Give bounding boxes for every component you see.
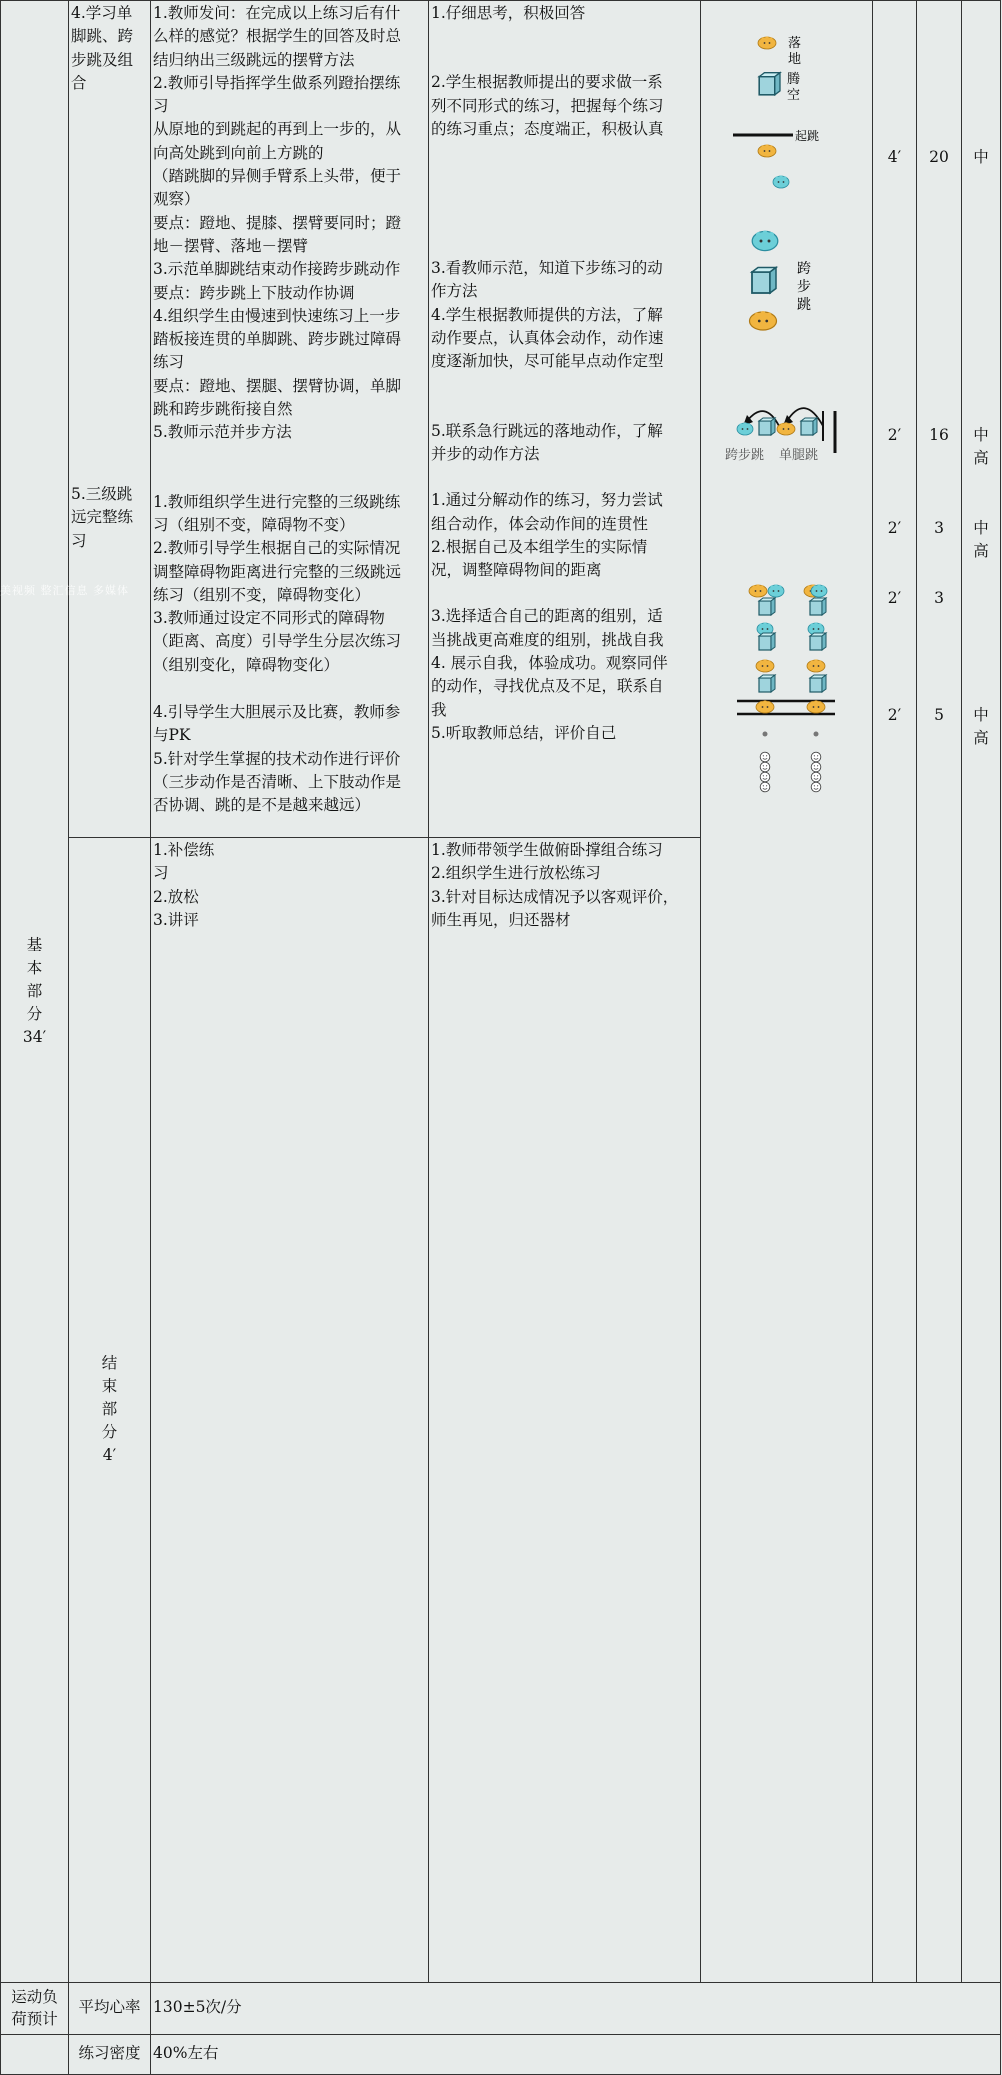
section-label-line: 部 <box>101 1400 118 1419</box>
density-value: 40%左右 <box>151 2034 1001 2074</box>
student-line: 1.通过分解动作的练习，努力尝试 <box>431 491 663 510</box>
content-line: 步跳及组 <box>71 50 134 69</box>
teacher-line: 结归纳出三级跳远的摆臂方法 <box>153 50 355 69</box>
section-label-line: 部 <box>26 981 43 1000</box>
time-u5-1: 2′ <box>887 519 902 537</box>
teacher-line: 么样的感觉？根据学生的回答及时总 <box>153 27 402 46</box>
unit4-student-cell <box>429 1 701 838</box>
section-label-line: 束 <box>101 1377 118 1396</box>
content-line: 习 <box>71 531 87 550</box>
density-label: 练习密度 <box>69 2034 151 2074</box>
intensity-u5-3a: 中 <box>973 706 989 724</box>
end-teacher-cell <box>429 838 701 1983</box>
teacher-line: 要点：蹬地、摆腿、摆臂协调，单脚 <box>153 376 402 395</box>
approach-foot-icon <box>773 175 789 188</box>
load-label: 运动负 荷预计 <box>1 1982 69 2034</box>
section-label-line: 4′ <box>102 1446 117 1465</box>
teacher-line: 向高处跳到向前上方跳的 <box>153 143 324 162</box>
teacher-line: 1.教师带领学生做俯卧撑组合练习 <box>431 841 663 859</box>
combo-foot-1-icon <box>737 422 753 435</box>
teacher-line: 4.组织学生由慢速到快速练习上一步 <box>153 306 401 325</box>
content-line: 习 <box>153 864 169 883</box>
combo-box-1-icon <box>759 418 775 435</box>
intensity-u4-1: 中 <box>973 148 989 166</box>
airborne-label-2: 空 <box>787 88 801 103</box>
section-label-line: 34′ <box>22 1027 47 1046</box>
student-line: 1.仔细思考，积极回答 <box>431 4 586 22</box>
teacher-line: 2.教师引导指挥学生做系列蹬抬摆练 <box>153 73 401 92</box>
count-u5-3: 5 <box>934 706 944 724</box>
jump-formation-diagram <box>701 1 873 836</box>
heart-rate-label: 平均心率 <box>69 1982 151 2034</box>
teacher-line: 5.针对学生掌握的技术动作进行评价 <box>153 749 401 768</box>
density-empty-cell <box>1 2034 69 2074</box>
content-line: 远完整练 <box>71 508 134 527</box>
density-row <box>1 2034 1001 2074</box>
basic-part-row <box>1 1 1001 838</box>
single-leg-label: 单腿跳 <box>779 448 819 463</box>
teacher-line: 1.教师发问：在完成以上练习后有什 <box>153 4 401 22</box>
time-u4-1: 4′ <box>887 148 902 166</box>
intensity-u5-3b: 高 <box>973 729 989 747</box>
teacher-line: （三步动作是否清晰、上下肢动作是 <box>153 772 402 791</box>
stride-obstacle-icon <box>752 268 776 294</box>
student-line: 列不同形式的练习，把握每个练习 <box>431 96 664 115</box>
time-u5-2: 2′ <box>887 589 902 607</box>
teacher-line: 否协调、跳的是不是越来越远） <box>153 796 371 815</box>
teacher-line: 2.教师引导学生根据自己的实际情况 <box>153 539 401 558</box>
content-line: 3.讲评 <box>153 910 199 929</box>
count-u4-2: 16 <box>929 426 949 444</box>
section-label-line: 本 <box>26 958 43 977</box>
section-label-line: 基 <box>26 935 43 954</box>
teacher-line: 要点：蹬地、提膝、摆臂要同时；蹬 <box>153 213 402 232</box>
teacher-line: 观察） <box>153 190 200 209</box>
student-line: 度逐渐加快，尽可能早点动作定型 <box>431 352 664 371</box>
intensity-cell <box>962 1 1001 1983</box>
landing-label-2: 地 <box>788 52 802 67</box>
teacher-line: 要点：跨步跳上下肢动作协调 <box>153 283 355 302</box>
stride-jump-label: 跨步跳 <box>725 448 765 463</box>
heart-rate-value: 130±5次/分 <box>151 1982 1001 2034</box>
load-row <box>1 1982 1001 2034</box>
organization-diagram-cell <box>701 1 873 1983</box>
teacher-line: 练习 <box>153 353 185 372</box>
stride-label-1: 跨 <box>797 261 811 277</box>
count-cell <box>917 1 962 1983</box>
teacher-line: 与PK <box>153 726 191 745</box>
combo-box-2-icon <box>801 418 817 435</box>
takeoff-label: 起跳 <box>795 129 820 143</box>
section-label-line: 分 <box>26 1004 43 1023</box>
intensity-u4-2a: 中 <box>973 426 989 444</box>
end-part-label <box>69 838 151 1983</box>
teacher-line: 从原地的到跳起的再到上一步的，从 <box>153 120 402 139</box>
student-line: 我 <box>431 700 447 719</box>
student-line: 动作要点，认真体会动作，动作速 <box>431 329 664 348</box>
teacher-line: 3.针对目标达成情况予以客观评价， <box>431 887 679 906</box>
content-line: 2.放松 <box>153 887 199 906</box>
combo-foot-2-icon <box>777 422 795 435</box>
teacher-line: 3.教师通过设定不同形式的障碍物 <box>153 609 385 628</box>
count-u4-1: 20 <box>929 148 949 166</box>
content-line: 1.补偿练 <box>153 841 215 859</box>
count-u5-1: 3 <box>934 519 944 537</box>
content-line: 脚跳、跨 <box>71 27 134 46</box>
student-line: 并步的动作方法 <box>431 444 540 463</box>
intensity-u5-1b: 高 <box>973 542 989 560</box>
landing-foot-icon <box>758 36 776 49</box>
teacher-line: 2.组织学生进行放松练习 <box>431 864 601 883</box>
teacher-line: 习（组别不变，障碍物不变） <box>153 515 355 534</box>
student-line: 2.根据自己及本组学生的实际情 <box>431 537 648 556</box>
stride-foot-icon <box>752 230 778 250</box>
time-u5-3: 2′ <box>887 706 902 724</box>
unit4-content-cell <box>69 1 151 838</box>
teacher-line: （踏跳脚的异侧手臂系上头带，便于 <box>153 167 402 186</box>
student-line: 当挑战更高难度的组别，挑战自我 <box>431 630 664 649</box>
stride-label-3: 跳 <box>797 297 811 313</box>
teacher-line: 师生再见，归还器材 <box>431 910 571 929</box>
section-label-line: 结 <box>101 1354 118 1373</box>
teacher-line: 1.教师组织学生进行完整的三级跳练 <box>153 492 401 511</box>
teacher-line: 习 <box>153 97 169 116</box>
teacher-line: （距离、高度）引导学生分层次练习 <box>153 632 402 651</box>
basic-part-label <box>1 1 69 1983</box>
student-line: 况，调整障碍物间的距离 <box>431 561 602 580</box>
student-line: 的动作，寻找优点及不足，联系自 <box>431 677 664 696</box>
watermark-text: 美视频 整汇信息 多媒体 <box>0 584 129 597</box>
student-line: 组合动作，体会动作间的连贯性 <box>431 514 649 533</box>
content-line: 合 <box>71 73 87 92</box>
teacher-line: 4.引导学生大胆展示及比赛，教师参 <box>153 703 401 722</box>
end-content-cell <box>151 838 429 1983</box>
landing-label-1: 落 <box>788 36 802 51</box>
student-line: 3.选择适合自己的距离的组别，适 <box>431 607 663 626</box>
teacher-line: 地－摆臂、落地－摆臂 <box>153 236 309 255</box>
section-label-line: 分 <box>101 1423 118 1442</box>
content-line: 5.三级跳 <box>71 485 133 504</box>
teacher-line: 跳和跨步跳衔接自然 <box>153 400 293 419</box>
teacher-line: 3.示范单脚跳结束动作接跨步跳动作 <box>153 260 401 279</box>
student-line: 3.看教师示范，知道下步练习的动 <box>431 259 663 278</box>
unit4-teacher-cell <box>151 1 429 838</box>
time-u4-2: 2′ <box>887 426 902 444</box>
teacher-line: 踏板接连贯的单脚跳、跨步跳过障碍 <box>153 330 402 349</box>
teacher-line: 练习（组别不变，障碍物变化） <box>153 585 371 604</box>
student-line: 作方法 <box>431 282 478 301</box>
count-u5-2: 3 <box>934 589 944 607</box>
airborne-label-1: 腾 <box>787 72 801 87</box>
student-line: 4. 展示自我，体验成功。观察同伴 <box>431 654 668 673</box>
two-lane-formation <box>737 584 835 791</box>
stride-label-2: 步 <box>797 279 811 295</box>
teacher-line: （组别变化，障碍物变化） <box>153 655 340 674</box>
stride-start-foot-icon <box>750 311 777 330</box>
student-line: 的练习重点；态度端正，积极认真 <box>431 119 664 138</box>
teacher-line: 调整障碍物距离进行完整的三级跳远 <box>153 562 402 581</box>
content-line: 4.学习单 <box>71 4 133 22</box>
airborne-obstacle-icon <box>759 73 780 95</box>
student-line: 2.学生根据教师提出的要求做一系 <box>431 73 663 92</box>
intensity-u4-2b: 高 <box>973 449 989 467</box>
intensity-u5-1a: 中 <box>973 519 989 537</box>
time-cell <box>873 1 917 1983</box>
student-line: 4.学生根据教师提供的方法，了解 <box>431 305 663 324</box>
teacher-line: 5.教师示范并步方法 <box>153 423 292 442</box>
student-line: 5.联系急行跳远的落地动作，了解 <box>431 421 663 440</box>
student-line: 5.听取教师总结，评价自己 <box>431 723 617 742</box>
takeoff-foot-icon <box>758 144 776 157</box>
